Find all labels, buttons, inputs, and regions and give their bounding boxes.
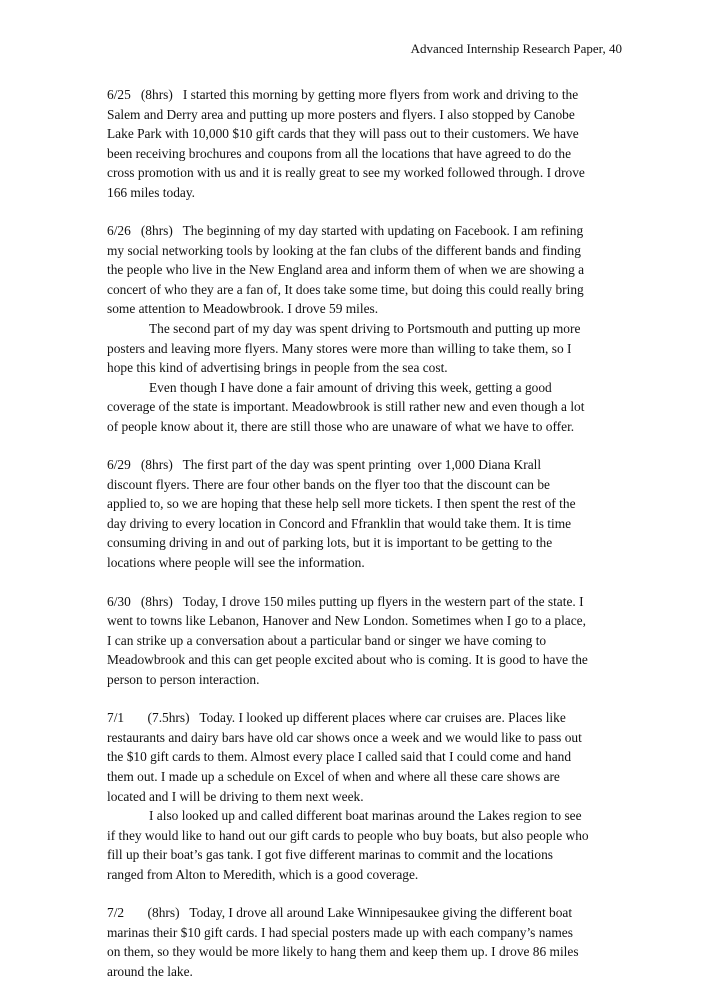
text-line: posters and leaving more flyers. Many stores were more than willing to take them, so I [107,340,572,356]
text-line: 7/2 (8hrs) Today, I drove all around Lake Winnipesaukee giving the different boat [107,905,573,921]
text-line: marinas their $10 gift cards. I had special posters made up with each company’s names [107,924,573,940]
text-line: on them, so they would be more likely to hang them and keep them up. I drove 86 miles [107,944,579,960]
text-line: 6/26 (8hrs) The beginning of my day started with updating on Facebook. I am refining [107,223,584,239]
text-line: them out. I made up a schedule on Excel of when and where all these care shows are [107,768,560,784]
text-line: ranged from Alton to Meredith, which is a good coverage. [107,866,419,882]
text-line: went to towns like Lebanon, Hanover and New London. Sometimes when I go to a place, [107,613,586,629]
text-line: consuming driving in and out of parking lots, but it is important to be getting to the [107,535,553,551]
text-line: the $10 gift cards to them. Almost every place I called said that I could come and hand [107,749,572,765]
entry-paragraph [107,319,627,378]
text-line: 6/30 (8hrs) Today, I drove 150 miles putting up flyers in the western part of the state. I [107,593,584,609]
text-line: restaurants and dairy bars have old car shows once a week and we would like to pass out [107,729,582,745]
entry-paragraph [107,85,627,202]
text-line: 166 miles today. [107,184,196,200]
text-line: Salem and Derry area and putting up more posters and flyers. I also stopped by Canobe [107,106,575,122]
text-line: Even though I have done a fair amount of driving this week, getting a good [149,379,552,395]
text-line: 6/29 (8hrs) The first part of the day was spent printing over 1,000 Diana Krall [107,457,542,473]
entry-paragraph [107,221,627,319]
entry-paragraph [107,806,627,884]
text-line: Lake Park with 10,000 $10 gift cards that they will pass out to their customers. We have [107,126,579,142]
text-line: 6/25 (8hrs) I started this morning by getting more flyers from work and driving to the [107,87,579,102]
text-line: I also looked up and called different boat marinas around the Lakes region to see [149,808,582,824]
text-line: day driving to every location in Concord and Ffranklin that would take them. It is time [107,515,572,531]
journal-entry [107,903,627,981]
text-line: been receiving brochures and coupons from all the locations that have agreed to do the [107,145,572,161]
text-line: discount flyers. There are four other bands on the flyer too that the discount can be [107,476,550,492]
text-line: I can strike up a conversation about a particular band or singer we have coming to [107,632,547,648]
journal-entry [107,221,627,436]
entry-paragraph [107,708,627,806]
journal-entry [107,592,627,690]
text-line: The second part of my day was spent driving to Portsmouth and putting up more [149,321,581,337]
text-line: Meadowbrook and this can get people excited about who is coming. It is good to have the [107,652,588,668]
journal-entry [107,85,627,202]
text-line: hope this kind of advertising brings in people from the sea cost. [107,360,448,376]
journal-entry [107,455,627,572]
entry-paragraph [107,378,627,437]
entry-paragraph [107,592,627,690]
entry-paragraph [107,455,627,572]
text-line: applied to, so we are hoping that these help sell more tickets. I then spent the rest of the [107,496,576,512]
text-line: if they would like to hand out our gift cards to people who buy boats, but also people who [107,827,589,843]
text-line: of people know about it, there are still those who are unaware of what we have to offer. [107,418,575,434]
entry-paragraph [107,903,627,981]
journal-entry [107,708,627,884]
text-line: person to person interaction. [107,671,260,687]
running-header: Advanced Internship Research Paper, 40 [410,41,622,56]
text-line: locations where people will see the information. [107,555,365,571]
text-line: the people who live in the New England area and inform them of when we are showing a [107,262,585,278]
journal-body [107,85,627,1000]
text-line: concert of who they are a fan of, It does take some time, but doing this could really bring [107,281,584,297]
text-line: cross promotion with us and it is really great to see my worked followed through. I drove [107,165,585,181]
text-line: 7/1 (7.5hrs) Today. I looked up different places where car cruises are. Places like [107,710,566,726]
text-line: around the lake. [107,963,193,979]
text-line: some attention to Meadowbrook. I drove 59 miles. [107,301,379,317]
text-line: fill up their boat’s gas tank. I got five different marinas to commit and the locations [107,847,553,863]
text-line: coverage of the state is important. Meadowbrook is still rather new and even though a lot [107,399,585,415]
text-line: located and I will be driving to them next week. [107,788,364,804]
text-line: my social networking tools by looking at the fan clubs of the different bands and finding [107,242,581,258]
